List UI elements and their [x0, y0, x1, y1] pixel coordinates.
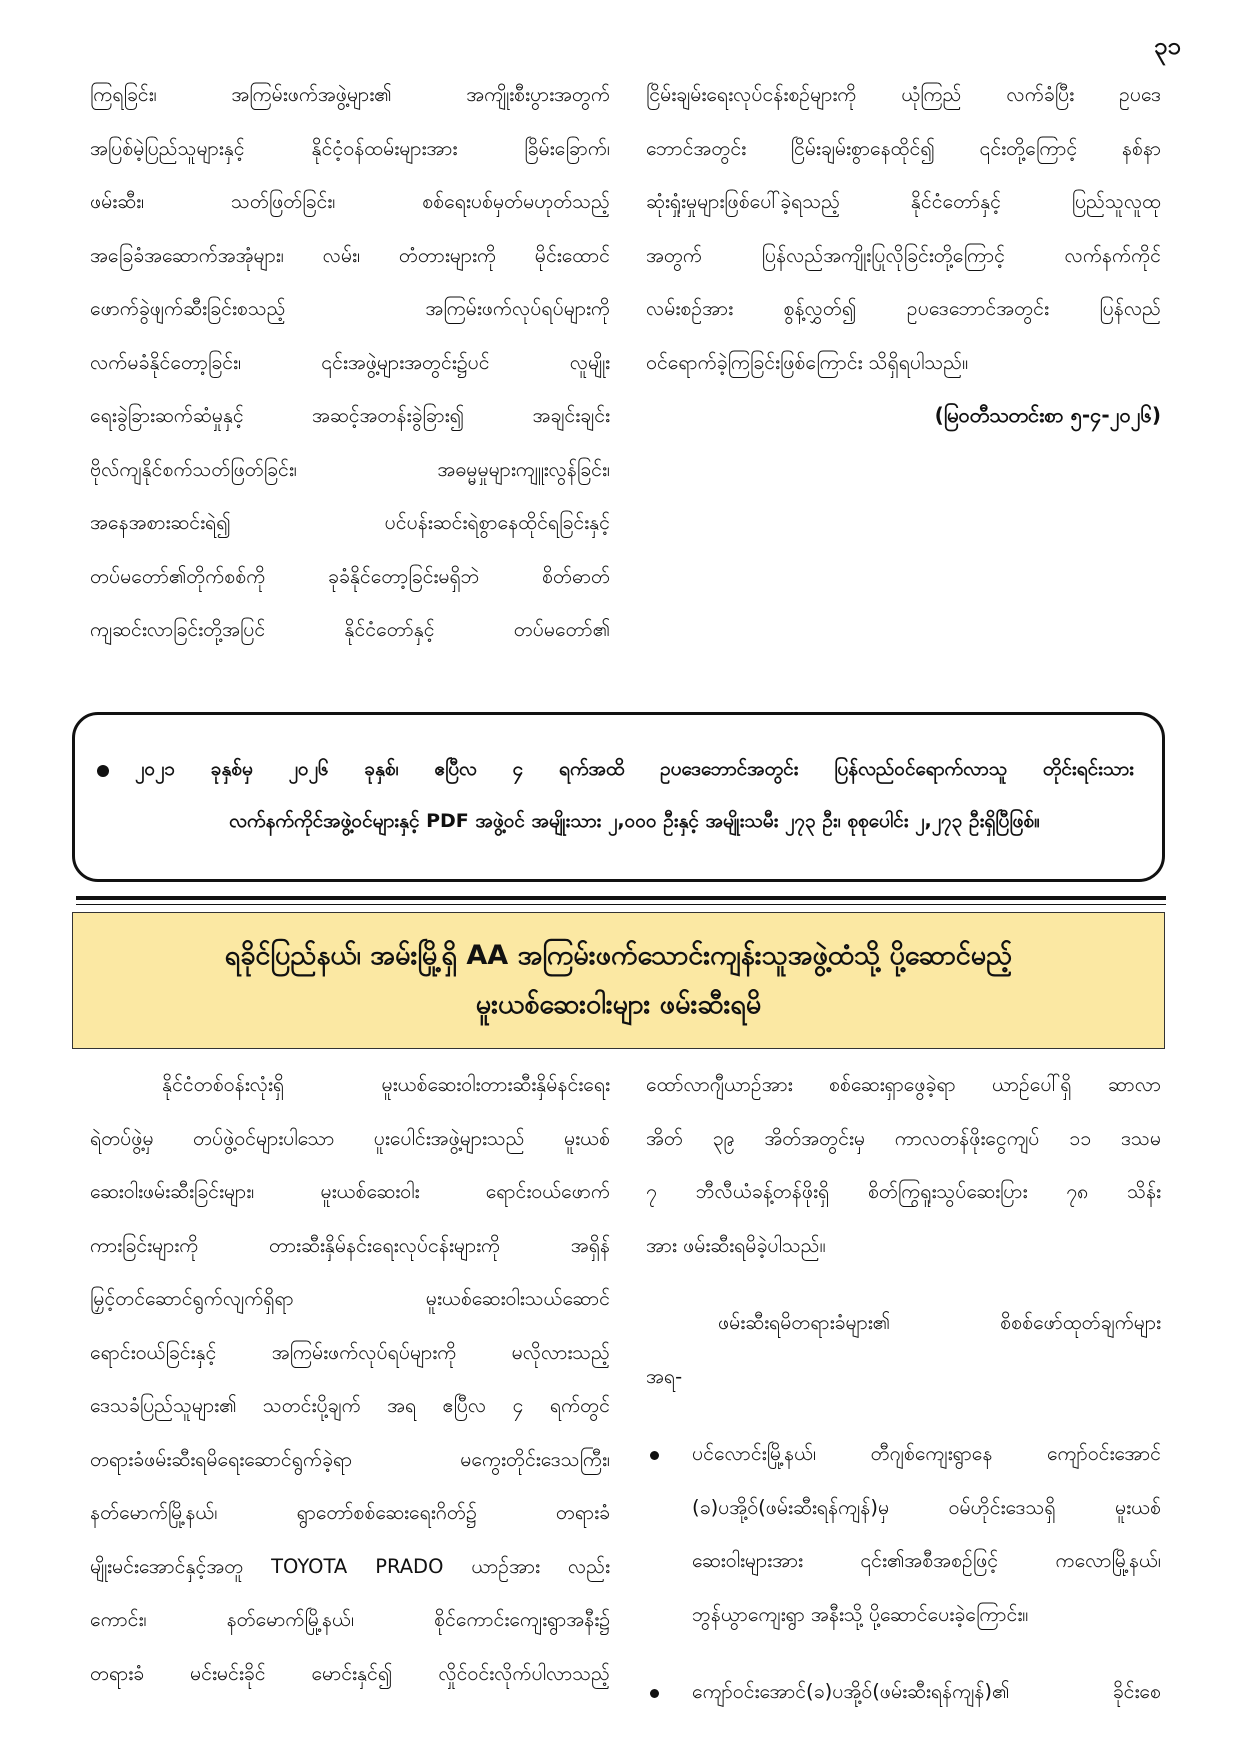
- text-line: (ခ)ပအို့ဝ်(ဖမ်းဆီးရန်ကျန်)မှ ဝမ်ဟိုင်းဒေသရှိ မူးယစ်: [692, 1495, 1161, 1519]
- top-left-column: [90, 68, 610, 657]
- text-line: ဆေးဝါးဖမ်းဆီးခြင်းများ၊ မူးယစ်ဆေးဝါး ရောင်းဝယ်ဖောက်: [90, 1180, 610, 1203]
- text-line: ဘောင်အတွင်း ငြိမ်းချမ်းစွာနေထိုင်၍ ၎င်းတို့ကြောင့် နစ်နာ: [646, 136, 1161, 160]
- text-line: ဆုံးရှုံးမှုများဖြစ်ပေါ်ခဲ့ရသည့် နိုင်ငံတော်နှင့် ပြည်သူလူထု: [646, 190, 1161, 213]
- text-line: အရ-: [646, 1364, 683, 1388]
- section-divider-thin: [76, 904, 1166, 905]
- paragraph-gap: [646, 1641, 1161, 1665]
- text-line: ငြိမ်းချမ်းရေးလုပ်ငန်းစဉ်များကို ယုံကြည် လက်ခံပြီး ဥပဒေ: [646, 83, 1161, 106]
- text-line: ကျော်ဝင်းအောင်(ခ)ပအို့ဝ်(ဖမ်းဆီးရန်ကျန်)၏ ခိုင်းစေ: [692, 1680, 1161, 1703]
- text-line: ဘွန်ယွာကျေးရွာ အနီးသို့ ပို့ဆောင်ပေးခဲ့ကြောင်း။: [692, 1602, 1029, 1626]
- text-line: ကြရခြင်း၊ အကြမ်းဖက်အဖွဲ့များ၏ အကျိုးစီးပွားအတွက်: [90, 83, 610, 106]
- callout-line: ၂၀၂၁ ခုနှစ်မှ ၂၀၂၆ ခုနှစ်၊ ဧပြီလ ၄ ရက်အထိ ဥပဒေဘောင်အတွင်း ပြန်လည်ဝင်ရောက်လာသူ တိုင်းရင်းသား: [135, 758, 1134, 780]
- list-item: [646, 1665, 1161, 1719]
- article-title-line: ရခိုင်ပြည်နယ်၊ အမ်းမြို့ရှိ AA အကြမ်းဖက်သောင်းကျန်းသူအဖွဲ့ထံသို့ ပို့ဆောင်မည့်: [224, 940, 1013, 971]
- text-line: ပင်လောင်းမြို့နယ်၊ တီဂျစ်ကျေးရွာနေ ကျော်ဝင်းအောင်: [692, 1442, 1161, 1465]
- text-line: ဝင်ရောက်ခဲ့ကြခြင်းဖြစ်ကြောင်း သိရှိရပါသည်။: [646, 350, 969, 374]
- source-citation: (မြဝတီသတင်းစာ ၅-၄-၂၀၂၆): [934, 403, 1161, 427]
- text-line: ထော်လာဂျီယာဉ်အား စစ်ဆေးရှာဖွေခဲ့ရာ ယာဉ်ပေါ်ရှိ ဆာလာ: [646, 1073, 1161, 1096]
- paragraph-gap: [646, 1272, 1161, 1296]
- text-line: အိတ် ၃၉ အိတ်အတွင်းမှ ကာလတန်ဖိုးငွေကျပ် ၁၁ ဒသမ: [646, 1126, 1161, 1150]
- text-line: အနေအစားဆင်းရဲ၍ ပင်ပန်းဆင်းရဲစွာနေထိုင်ရခြင်းနှင့်: [90, 511, 610, 534]
- text-line: ကားခြင်းများကို တားဆီးနှိမ်နင်းရေးလုပ်ငန်းများကို အရှိန်: [90, 1233, 610, 1257]
- text-line: ၇ ဘီလီယံခန့်တန်ဖိုးရှိ စိတ်ကြွရူးသွပ်ဆေးပြား ၇၈ သိန်း: [646, 1180, 1161, 1203]
- text-line: မြှင့်တင်ဆောင်ရွက်လျက်ရှိရာ မူးယစ်ဆေးဝါးသယ်ဆောင်: [90, 1287, 610, 1310]
- text-line: တပ်မတော်၏တိုက်စစ်ကို ခုခံနိုင်တော့ခြင်းမရှိဘဲ စိတ်ဓာတ်: [90, 564, 610, 588]
- text-line: ဖမ်းဆီးရမိတရားခံများ၏ စိစစ်ဖော်ထုတ်ချက်များ: [718, 1311, 1161, 1334]
- callout-line: လက်နက်ကိုင်အဖွဲ့ဝင်များနှင့် PDF အဖွဲ့ဝင် အမျိုးသား ၂,၀၀၀ ဦးနှင့် အမျိုးသမီး ၂၇၃ ဦး၊ စုစုပေါင်း ၂,၂၇၃ ဦးရှိပြီဖြစ်။: [229, 810, 1040, 832]
- text-line: လက်မခံနိုင်တော့ခြင်း၊ ၎င်းအဖွဲ့များအတွင်း၌ပင် လူမျိုး: [90, 350, 610, 374]
- text-line: အား ဖမ်းဆီးရမိခဲ့ပါသည်။: [646, 1233, 826, 1257]
- article-title-banner: [72, 912, 1165, 1049]
- text-line: ဒေသခံပြည်သူများ၏ သတင်းပို့ချက် အရ ဧပြီလ ၄ ရက်တွင်: [90, 1394, 610, 1417]
- text-line: လမ်းစဉ်အား စွန့်လွှတ်၍ ဥပဒေဘောင်အတွင်း ပြန်လည်: [646, 297, 1161, 320]
- article-title-line: မူးယစ်ဆေးဝါးများ ဖမ်းဆီးရမိ: [475, 989, 762, 1020]
- text-line: ဖမ်းဆီး၊ သတ်ဖြတ်ခြင်း၊ စစ်ရေးပစ်မှတ်မဟုတ်သည့်: [90, 190, 610, 213]
- page-number: ၃၁: [1154, 32, 1181, 60]
- text-line: အခြေခံအဆောက်အအုံများ၊ လမ်း၊ တံတားများကို မိုင်းထောင်: [90, 243, 610, 267]
- top-right-column: [646, 68, 1161, 443]
- bottom-right-column: [646, 1058, 1161, 1719]
- text-line: ဆေးဝါးများအား ၎င်း၏အစီအစဉ်ဖြင့် ကလောမြို့နယ်၊: [692, 1549, 1161, 1572]
- callout-text: [135, 743, 1134, 847]
- text-line: ရဲတပ်ဖွဲ့မှ တပ်ဖွဲ့ဝင်များပါသော ပူးပေါင်းအဖွဲ့များသည် မူးယစ်: [90, 1126, 610, 1150]
- text-line: ဗိုလ်ကျနိုင်စက်သတ်ဖြတ်ခြင်း၊ အဓမ္မမှုများကျူးလွန်ခြင်း၊: [90, 457, 610, 481]
- text-line: အတွက် ပြန်လည်အကျိုးပြုလိုခြင်းတို့ကြောင့် လက်နက်ကိုင်: [646, 243, 1161, 267]
- text-line: မျိုးမင်းအောင်နှင့်အတူ TOYOTA PRADO ယာဉ်အား လည်း: [90, 1554, 610, 1578]
- text-line: ရောင်းဝယ်ခြင်းနှင့် အကြမ်းဖက်လုပ်ရပ်များကို မလိုလားသည့်: [90, 1340, 610, 1364]
- paragraph-gap: [646, 1403, 1161, 1427]
- text-line: တရားခံ မင်းမင်းခိုင် မောင်းနှင်၍ လှိုင်ဝင်းလိုက်ပါလာသည့်: [90, 1661, 610, 1685]
- text-line: နတ်မောက်မြို့နယ်၊ ရွာတော်စစ်ဆေးရေးဂိတ်၌ တရားခံ: [90, 1501, 610, 1524]
- text-line: ရေးခွဲခြားဆက်ဆံမှုနှင့် အဆင့်အတန်းခွဲခြား၍ အချင်းချင်း: [90, 404, 610, 427]
- list-item: [646, 1427, 1161, 1641]
- bottom-left-column: [90, 1058, 610, 1700]
- bullet-icon: [97, 765, 109, 777]
- text-line: တရားခံဖမ်းဆီးရမိရေးဆောင်ရွက်ခဲ့ရာ မကွေးတိုင်းဒေသကြီး၊: [90, 1447, 610, 1471]
- text-line: အပြစ်မဲ့ပြည်သူများနှင့် နိုင်ငံ့ဝန်ထမ်းများအား ခြိမ်းခြောက်၊: [90, 136, 610, 160]
- text-line: ကောင်း၊ နတ်မောက်မြို့နယ်၊ စိုင်ကောင်းကျေးရွာအနီး၌: [90, 1608, 610, 1631]
- text-line: ဖောက်ခွဲဖျက်ဆီးခြင်းစသည့် အကြမ်းဖက်လုပ်ရပ်များကို: [90, 297, 610, 320]
- text-line: ကျဆင်းလာခြင်းတို့အပြင် နိုင်ငံတော်နှင့် တပ်မတော်၏: [90, 618, 610, 641]
- section-divider: [76, 896, 1166, 900]
- text-line: နိုင်ငံတစ်ဝန်းလုံးရှိ မူးယစ်ဆေးဝါးတားဆီးနှိမ်နင်းရေး: [162, 1073, 610, 1096]
- highlight-callout-box: [72, 712, 1165, 882]
